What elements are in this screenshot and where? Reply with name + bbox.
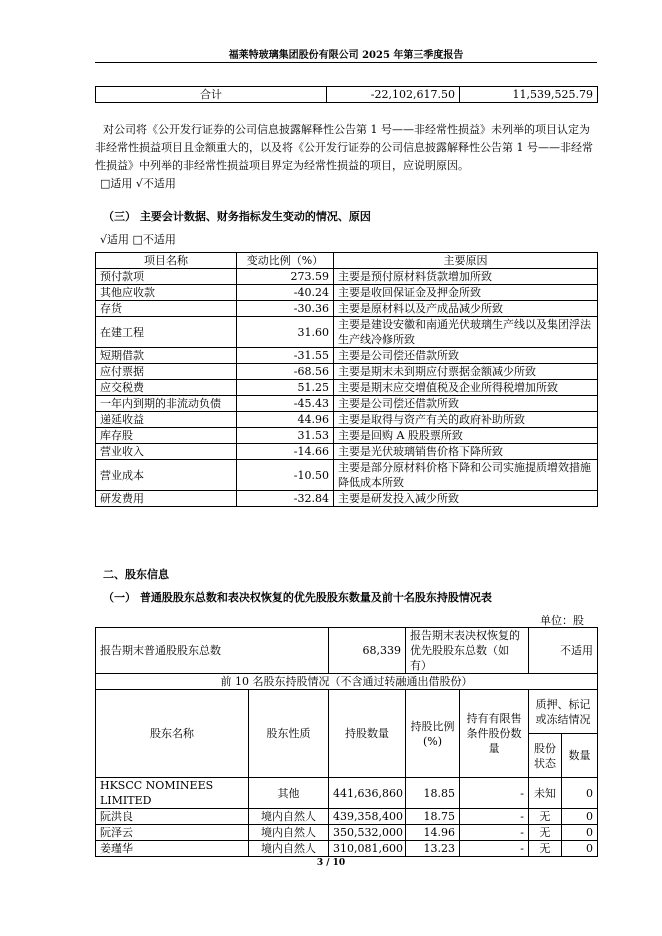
table-row: [96, 460, 598, 491]
item-ratio: -14.66: [237, 444, 334, 460]
section3-options: √适用 □不适用: [100, 233, 176, 246]
item-reason: 主要是光伏玻璃销售价格下降所致: [334, 444, 598, 460]
table-row: [96, 444, 598, 460]
item-ratio: -45.43: [237, 396, 334, 412]
holder-restricted: -: [460, 841, 529, 857]
total-holders-value: 68,339: [329, 628, 406, 674]
holder-restricted: -: [460, 825, 529, 841]
shareholders-subtitle: （一） 普通股股东总数和表决权恢复的优先股股东数量及前十名股东持股情况表: [103, 591, 492, 604]
holder-nature: 境内自然人: [249, 809, 329, 825]
table-row: [96, 348, 598, 364]
item-ratio: 51.25: [237, 380, 334, 396]
item-ratio: -68.56: [237, 364, 334, 380]
item-reason: 主要是期末未到期应付票据金额减少所致: [334, 364, 598, 380]
item-ratio: -40.24: [237, 285, 334, 301]
total-holders-label: 报告期末普通股股东总数: [96, 628, 329, 674]
holder-name: 姜瑾华: [96, 841, 249, 857]
item-ratio: -30.36: [237, 301, 334, 317]
item-reason: 主要是取得与资产有关的政府补助所致: [334, 412, 598, 428]
pref-holders-value: 不适用: [529, 628, 598, 674]
holder-restricted: -: [460, 778, 529, 809]
col-header-name: 股东名称: [96, 690, 249, 778]
table-row: [96, 674, 598, 690]
holder-nature: 境内自然人: [249, 841, 329, 857]
header-divider: [95, 62, 597, 63]
holder-nature: 境内自然人: [249, 825, 329, 841]
holder-ratio: 18.85: [406, 778, 460, 809]
unit-label: 单位：股: [540, 614, 584, 627]
table-row: [96, 396, 598, 412]
table-row: [96, 380, 598, 396]
item-ratio: -32.84: [237, 491, 334, 507]
item-name: 营业收入: [96, 444, 237, 460]
item-reason: 主要是期末应交增值税及企业所得税增加所致: [334, 380, 598, 396]
item-reason: 主要是公司偿还借款所致: [334, 396, 598, 412]
holder-count: 0: [562, 841, 598, 857]
holder-ratio: 14.96: [406, 825, 460, 841]
table-header-row: [96, 690, 598, 734]
holder-name: 阮泽云: [96, 825, 249, 841]
table-row: [96, 269, 598, 285]
holder-amount: 310,081,600: [329, 841, 406, 857]
table-row: [96, 412, 598, 428]
section3-title: （三） 主要会计数据、财务指标发生变动的情况、原因: [103, 210, 371, 223]
shareholders-table: [95, 627, 598, 857]
note-options: □适用 √不适用: [100, 177, 176, 190]
table-row: [96, 301, 598, 317]
item-name: 递延收益: [96, 412, 237, 428]
item-reason: 主要是回购 A 股股票所致: [334, 428, 598, 444]
holder-status: 无: [529, 825, 562, 841]
table-row: [96, 285, 598, 301]
holder-count: 0: [562, 825, 598, 841]
holder-status: 无: [529, 809, 562, 825]
total-current: -22,102,617.50: [327, 87, 460, 103]
holder-count: 0: [562, 809, 598, 825]
col-header-ratio: 变动比例（%）: [237, 253, 334, 269]
col-header-ratio: 持股比例(%): [406, 690, 460, 778]
col-header-count: 数量: [562, 734, 598, 778]
item-name: 存货: [96, 301, 237, 317]
item-name: 应交税费: [96, 380, 237, 396]
table-row: [96, 825, 598, 841]
item-name: 库存股: [96, 428, 237, 444]
holder-amount: 441,636,860: [329, 778, 406, 809]
item-ratio: 273.59: [237, 269, 334, 285]
table-row: [96, 87, 598, 103]
top10-caption: 前 10 名股东持股情况（不含通过转融通出借股份）: [96, 674, 598, 690]
report-header: 福莱特玻璃集团股份有限公司 2025 年第三季度报告: [228, 50, 464, 61]
item-ratio: 44.96: [237, 412, 334, 428]
note-paragraph: 对公司将《公开发行证券的公司信息披露解释性公告第 1 号——非经常性损益》未列举的项目认定为非经常性损益项目且金额重大的，以及将《公开发行证券的公司信息披露解释性公告第 1 号——非经常性损益》中列举的非经常性损益项目界定为经常性损益的项目，应说明原因。: [95, 123, 593, 172]
table-row: [96, 628, 598, 674]
table-row: [96, 317, 598, 348]
table-header-row: [96, 253, 598, 269]
holder-status: 无: [529, 841, 562, 857]
total-label: 合计: [96, 87, 327, 103]
item-reason: 主要是建设安徽和南通光伏玻璃生产线以及集团浮法生产线冷修所致: [334, 317, 598, 348]
holder-restricted: -: [460, 809, 529, 825]
holder-status: 未知: [529, 778, 562, 809]
holder-count: 0: [562, 778, 598, 809]
col-header-pledge: 质押、标记或冻结情况: [529, 690, 598, 734]
table-row: [96, 809, 598, 825]
holder-ratio: 18.75: [406, 809, 460, 825]
table-row: [96, 841, 598, 857]
item-ratio: 31.53: [237, 428, 334, 444]
table-row: [96, 491, 598, 507]
change-reasons-table: [95, 252, 598, 507]
item-reason: 主要是研发投入减少所致: [334, 491, 598, 507]
total-ytd: 11,539,525.79: [460, 87, 598, 103]
item-name: 一年内到期的非流动负债: [96, 396, 237, 412]
holder-amount: 350,532,000: [329, 825, 406, 841]
item-reason: 主要是部分原材料价格下降和公司实施提质增效措施降低成本所致: [334, 460, 598, 491]
item-reason: 主要是公司偿还借款所致: [334, 348, 598, 364]
table-row: [96, 428, 598, 444]
page-number: 3 / 10: [316, 858, 346, 868]
holder-amount: 439,358,400: [329, 809, 406, 825]
col-header-item: 项目名称: [96, 253, 237, 269]
item-name: 营业成本: [96, 460, 237, 491]
item-reason: 主要是预付原材料货款增加所致: [334, 269, 598, 285]
holder-name: 阮洪良: [96, 809, 249, 825]
holder-ratio: 13.23: [406, 841, 460, 857]
item-ratio: -31.55: [237, 348, 334, 364]
holder-name: HKSCC NOMINEES LIMITED: [96, 778, 249, 809]
item-ratio: 31.60: [237, 317, 334, 348]
col-header-amount: 持股数量: [329, 690, 406, 778]
col-header-nature: 股东性质: [249, 690, 329, 778]
item-ratio: -10.50: [237, 460, 334, 491]
table-row: [96, 364, 598, 380]
shareholders-title: 二、股东信息: [103, 568, 169, 581]
table-row: [96, 778, 598, 809]
item-name: 应付票据: [96, 364, 237, 380]
pref-holders-label: 报告期末表决权恢复的优先股股东总数（如有）: [406, 628, 529, 674]
item-name: 短期借款: [96, 348, 237, 364]
holder-nature: 其他: [249, 778, 329, 809]
item-name: 预付款项: [96, 269, 237, 285]
item-name: 其他应收款: [96, 285, 237, 301]
item-name: 研发费用: [96, 491, 237, 507]
col-header-reason: 主要原因: [334, 253, 598, 269]
item-reason: 主要是收回保证金及押金所致: [334, 285, 598, 301]
nonrecurring-total-table: [95, 86, 598, 103]
col-header-restricted: 持有有限售条件股份数量: [460, 690, 529, 778]
item-name: 在建工程: [96, 317, 237, 348]
col-header-status: 股份状态: [529, 734, 562, 778]
item-reason: 主要是原材料以及产成品减少所致: [334, 301, 598, 317]
